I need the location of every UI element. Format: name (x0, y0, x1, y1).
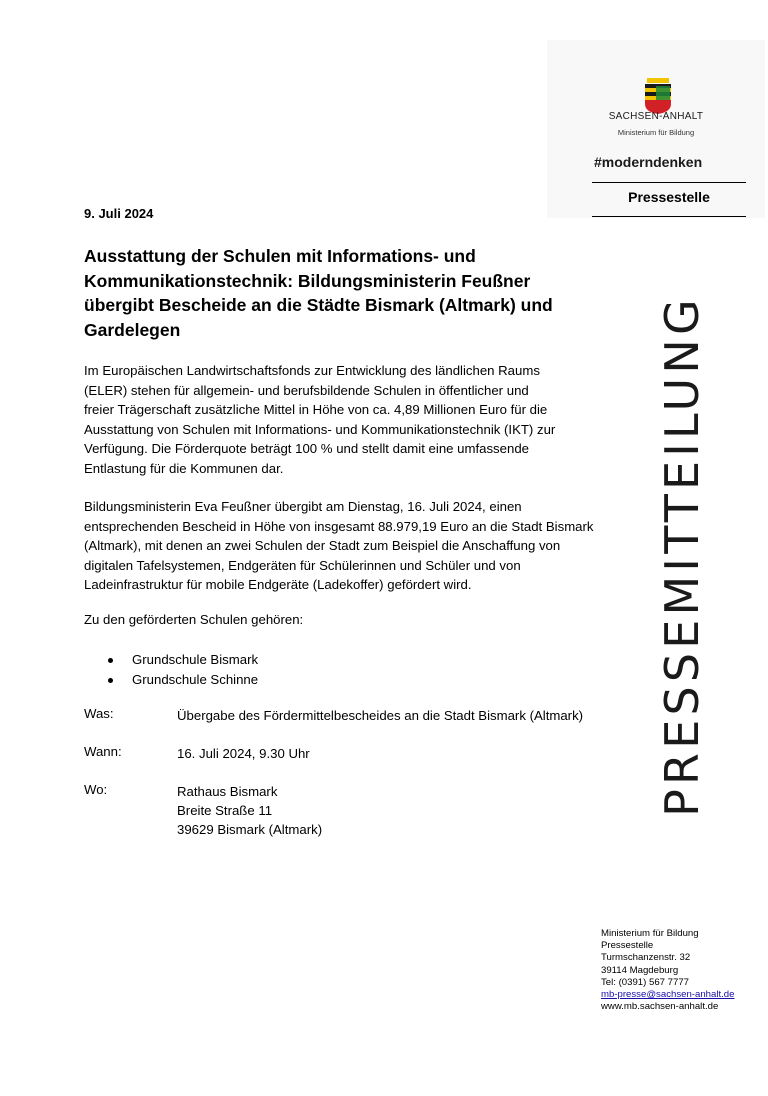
vertical-title-text: PRESSEMITTEILUNG (655, 295, 709, 817)
release-date: 9. Juli 2024 (84, 206, 154, 221)
paragraph-line: (Altmark), mit denen an zwei Schulen der Stadt zum Beispiel die Anschaffung von (84, 538, 561, 553)
coat-of-arms-icon (643, 78, 673, 114)
paragraph-line: freier Trägerschaft zusätzliche Mittel in Höhe von ca. 4,89 Millionen Euro für die (84, 402, 548, 417)
contact-street: Turmschanzenstr. 32 (601, 952, 691, 964)
paragraph-line: (ELER) stehen für allgemein- und berufsbildende Schulen in öffentlicher und (84, 382, 529, 398)
address-line: Rathaus Bismark (177, 784, 278, 799)
contact-department: Pressestelle (601, 940, 654, 952)
hashtag: #moderndenken (594, 154, 703, 170)
schools-intro: Zu den geförderten Schulen gehören: (84, 612, 304, 627)
wo-address (177, 782, 322, 839)
was-label: Was: (84, 706, 114, 721)
paragraph-bescheid (84, 497, 664, 595)
paragraph-line: Ausstattung von Schulen mit Informations- und Kommunikationstechnik (IKT) zur (84, 421, 556, 437)
address-line: 39629 Bismark (Altmark) (177, 822, 323, 837)
logo-state-name: SACHSEN-ANHALT (608, 111, 704, 122)
pressestelle-label: Pressestelle (628, 189, 710, 205)
contact-email-link[interactable]: mb-presse@sachsen-anhalt.de (601, 989, 735, 1001)
wann-value: 16. Juli 2024, 9.30 Uhr (177, 746, 310, 761)
contact-city: 39114 Magdeburg (601, 964, 679, 976)
paragraph-line: Bildungsministerin Eva Feußner übergibt am Dienstag, 16. Juli 2024, einen (84, 499, 522, 514)
divider-bottom (592, 216, 746, 217)
paragraph-line: Im Europäischen Landwirtschaftsfonds zur Entwicklung des ländlichen Raums (84, 363, 540, 378)
wo-label: Wo: (84, 782, 108, 797)
paragraph-line: Entlastung für die Kommunen dar. (84, 460, 284, 476)
headline-line: Kommunikationstechnik: Bildungsministerin Feußner (84, 270, 531, 291)
wann-label: Wann: (84, 744, 122, 759)
headline (84, 244, 604, 342)
headline-line: Ausstattung der Schulen mit Informations- und (84, 246, 476, 266)
headline-line: Gardelegen (84, 319, 181, 340)
paragraph-line: Ladeinfrastruktur für mobile Endgeräte (Ladekoffer) gefördert wird. (84, 577, 472, 592)
list-item: Grundschule Bismark (104, 650, 258, 670)
contact-phone: Tel: (0391) 567 7777 (601, 976, 690, 988)
list-item: Grundschule Schinne (104, 670, 258, 690)
schools-list (104, 650, 258, 690)
paragraph-eler-funding (84, 361, 664, 478)
contact-website: www.mb.sachsen-anhalt.de (601, 1001, 719, 1013)
was-value: Übergabe des Fördermittelbescheides an die Stadt Bismark (Altmark) (177, 708, 584, 723)
divider-top (592, 182, 746, 183)
paragraph-line: Verfügung. Die Förderquote beträgt 100 % und stellt damit eine umfassende (84, 441, 529, 456)
paragraph-line: entsprechenden Bescheid in Höhe von insgesamt 88.979,19 Euro an die Stadt Bismark (84, 518, 594, 534)
logo-ministry-name: Ministerium für Bildung (617, 128, 695, 137)
contact-block (601, 928, 734, 1013)
headline-line: übergibt Bescheide an die Städte Bismark (Altmark) und (84, 295, 553, 315)
address-line: Breite Straße 11 (177, 803, 273, 818)
contact-ministry: Ministerium für Bildung (601, 928, 699, 939)
paragraph-line: digitalen Tafelsystemen, Endgeräten für Schülerinnen und Schüler und von (84, 557, 521, 573)
